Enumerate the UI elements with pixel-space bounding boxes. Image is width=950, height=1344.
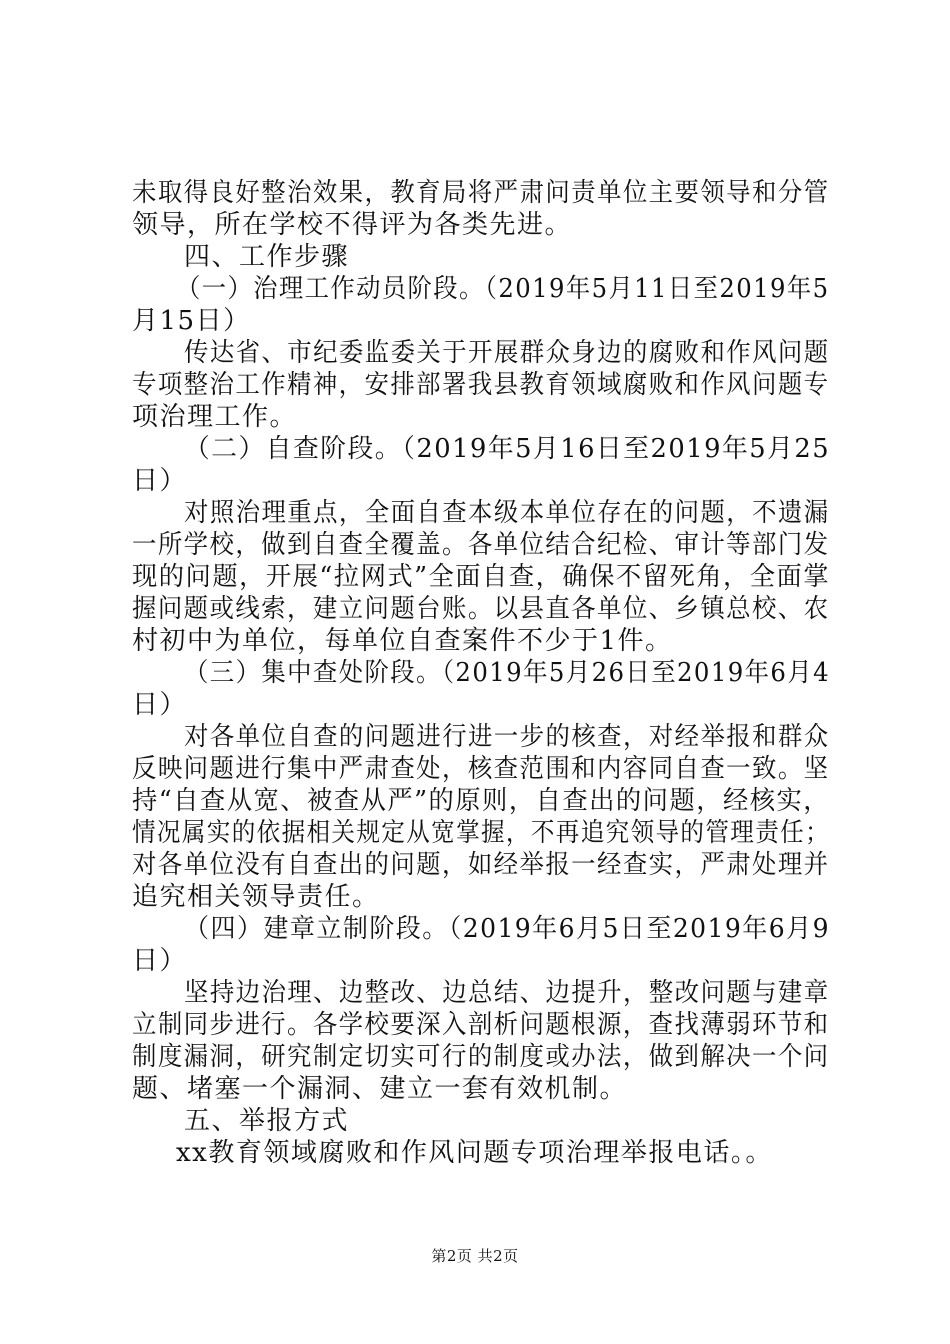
paragraph-line: 传达省、市纪委监委关于开展群众身边的腐败和作风问题 xyxy=(184,338,830,368)
paragraph-line: 现的问题，开展“拉网式”全面自查，确保不留死角，全面掌 xyxy=(132,562,831,592)
paragraph-line: 立制同步进行。各学校要深入剖析问题根源，查找薄弱环节和 xyxy=(132,1010,830,1040)
paragraph-line: 追究相关领导责任。 xyxy=(132,882,380,912)
paragraph-line: 制度漏洞，研究制定切实可行的制度或办法，做到解决一个问 xyxy=(132,1042,830,1072)
paragraph-line: 一所学校，做到自查全覆盖。各单位结合纪检、审计等部门发 xyxy=(132,530,830,560)
paragraph-line: 坚持边治理、边整改、边总结、边提升，整改问题与建章 xyxy=(184,978,830,1008)
subsection-heading: 月15日） xyxy=(132,306,251,336)
page-footer: 第2页 共2页 xyxy=(431,1247,519,1265)
subsection-heading: （一）治理工作动员阶段。（2019年5月11日至2019年5 xyxy=(176,274,830,304)
subsection-heading: （四）建章立制阶段。（2019年6月5日至2019年6月9 xyxy=(184,914,830,944)
subsection-heading: （二）自查阶段。（2019年5月16日至2019年5月25 xyxy=(184,434,831,464)
paragraph-line: 村初中为单位，每单位自查案件不少于1件。 xyxy=(132,626,673,656)
paragraph-line: 对各单位没有自查出的问题，如经举报一经查实，严肃处理并 xyxy=(132,850,830,880)
paragraph-line: 未取得良好整治效果，教育局将严肃问责单位主要领导和分管 xyxy=(132,178,830,208)
paragraph-line: 题、堵塞一个漏洞、建立一套有效机制。 xyxy=(132,1074,628,1104)
paragraph-line: xx教育领域腐败和作风问题专项治理举报电话。。 xyxy=(176,1138,773,1168)
subsection-heading: （三）集中查处阶段。（2019年5月26日至2019年6月4 xyxy=(184,658,831,688)
subsection-heading: 日） xyxy=(132,466,188,496)
section-heading: 四、工作步骤 xyxy=(184,242,350,272)
paragraph-line: 情况属实的依据相关规定从宽掌握，不再追究领导的管理责任； xyxy=(132,818,831,848)
subsection-heading: 日） xyxy=(132,946,188,976)
paragraph-line: 领导，所在学校不得评为各类先进。 xyxy=(132,210,573,240)
subsection-heading: 日） xyxy=(132,690,188,720)
paragraph-line: 项治理工作。 xyxy=(132,402,298,432)
paragraph-line: 反映问题进行集中严肃查处，核查范围和内容同自查一致。坚 xyxy=(132,754,830,784)
paragraph-line: 握问题或线索，建立问题台账。以县直各单位、乡镇总校、农 xyxy=(132,594,830,624)
section-heading: 五、举报方式 xyxy=(184,1106,350,1136)
paragraph-line: 专项整治工作精神，安排部署我县教育领域腐败和作风问题专 xyxy=(132,370,830,400)
paragraph-line: 对各单位自查的问题进行进一步的核查，对经举报和群众 xyxy=(184,722,830,752)
paragraph-line: 持“自查从宽、被查从严”的原则，自查出的问题，经核实， xyxy=(132,786,831,816)
paragraph-line: 对照治理重点，全面自查本级本单位存在的问题，不遗漏 xyxy=(184,498,830,528)
